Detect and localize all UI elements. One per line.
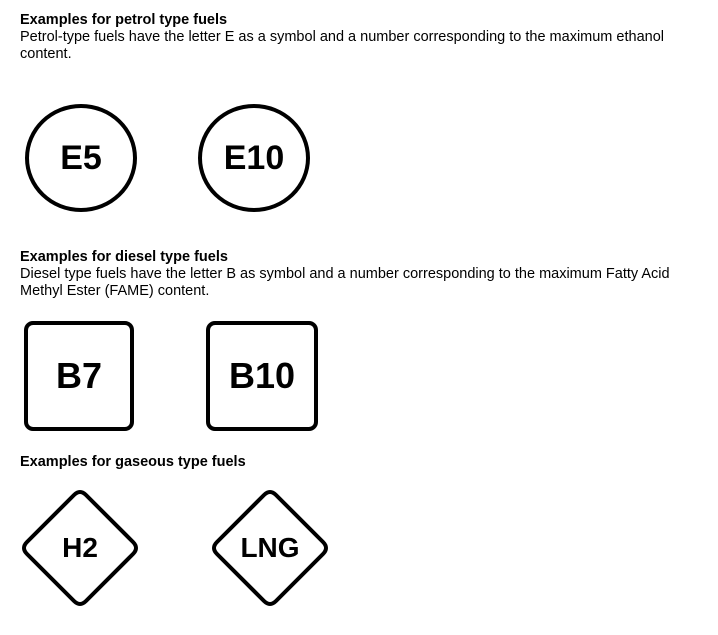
gaseous-section-title: Examples for gaseous type fuels	[20, 454, 246, 470]
badge-h2	[20, 488, 140, 608]
badge-lng	[210, 488, 330, 608]
badge-e5-label: E5	[60, 138, 102, 177]
badge-b10-label: B10	[228, 355, 296, 396]
petrol-section-title: Examples for petrol type fuels	[20, 12, 228, 28]
diesel-section-description: Diesel type fuels have the letter B as symbol and a number corresponding to the maximum Fatty Acid Methyl Ester (FAME) content.	[20, 266, 670, 299]
badge-b10	[206, 321, 318, 431]
badge-lng-label: LNG	[240, 532, 300, 563]
petrol-section-description: Petrol-type fuels have the letter E as a symbol and a number corresponding to the maximum ethanol content.	[20, 29, 664, 62]
badge-b7	[24, 321, 134, 431]
badge-e10-label: E10	[223, 138, 285, 177]
badge-e5	[25, 104, 137, 212]
diesel-section-title: Examples for diesel type fuels	[20, 249, 228, 265]
badge-e10	[198, 104, 310, 212]
badge-h2-label: H2	[62, 532, 98, 563]
badge-b7-label: B7	[55, 355, 103, 396]
